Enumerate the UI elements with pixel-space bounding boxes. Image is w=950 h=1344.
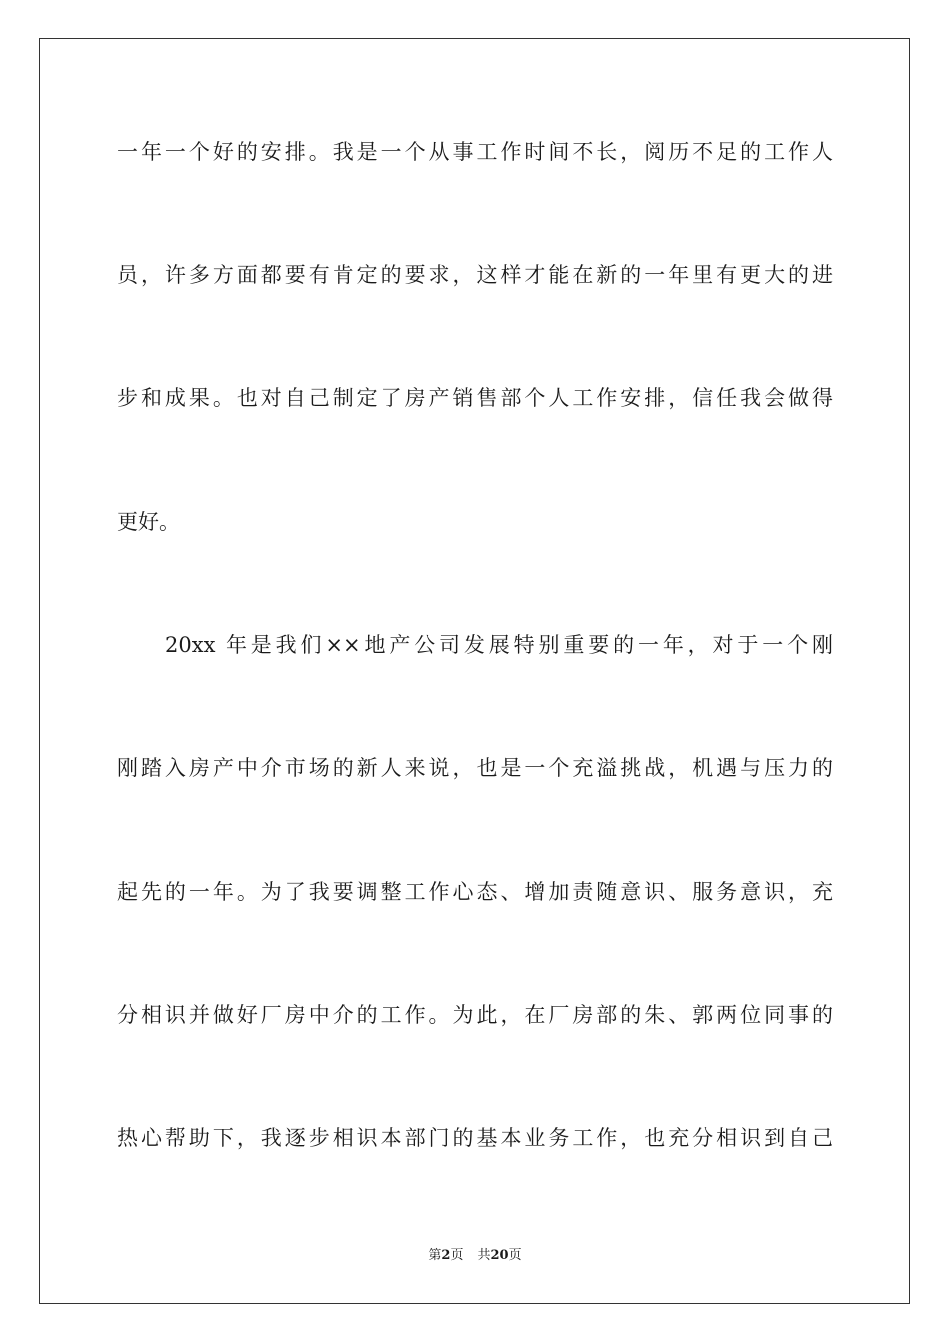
footer-total-suffix: 页: [508, 1248, 522, 1263]
paragraph-line-3: 步和成果。也对自己制定了房产销售部个人工作安排，信任我会做得: [117, 386, 833, 410]
footer-total-prefix: 共: [477, 1248, 491, 1263]
paragraph-line-5: 20xx 年是我们××地产公司发展特别重要的一年，对于一个刚: [165, 633, 833, 657]
paragraph-line-6: 刚踏入房产中介市场的新人来说，也是一个充溢挑战，机遇与压力的: [117, 756, 833, 780]
footer-total-number: 20: [490, 1248, 509, 1263]
paragraph-line-2: 员，许多方面都要有肯定的要求，这样才能在新的一年里有更大的进: [117, 263, 833, 287]
page-footer: [0, 1247, 950, 1265]
paragraph-line-8: 分相识并做好厂房中介的工作。为此，在厂房部的朱、郭两位同事的: [117, 1003, 833, 1027]
footer-page-number: 2: [441, 1248, 451, 1263]
footer-page-suffix: 页: [450, 1248, 464, 1263]
paragraph-line-7: 起先的一年。为了我要调整工作心态、增加责随意识、服务意识，充: [117, 880, 833, 904]
footer-page-prefix: 第: [428, 1248, 442, 1263]
paragraph-line-1: 一年一个好的安排。我是一个从事工作时间不长，阅历不足的工作人: [117, 140, 833, 164]
paragraph-line-4: 更好。: [117, 510, 180, 534]
page-border: [39, 38, 910, 1304]
paragraph-line-9: 热心帮助下，我逐步相识本部门的基本业务工作，也充分相识到自己: [117, 1126, 833, 1150]
